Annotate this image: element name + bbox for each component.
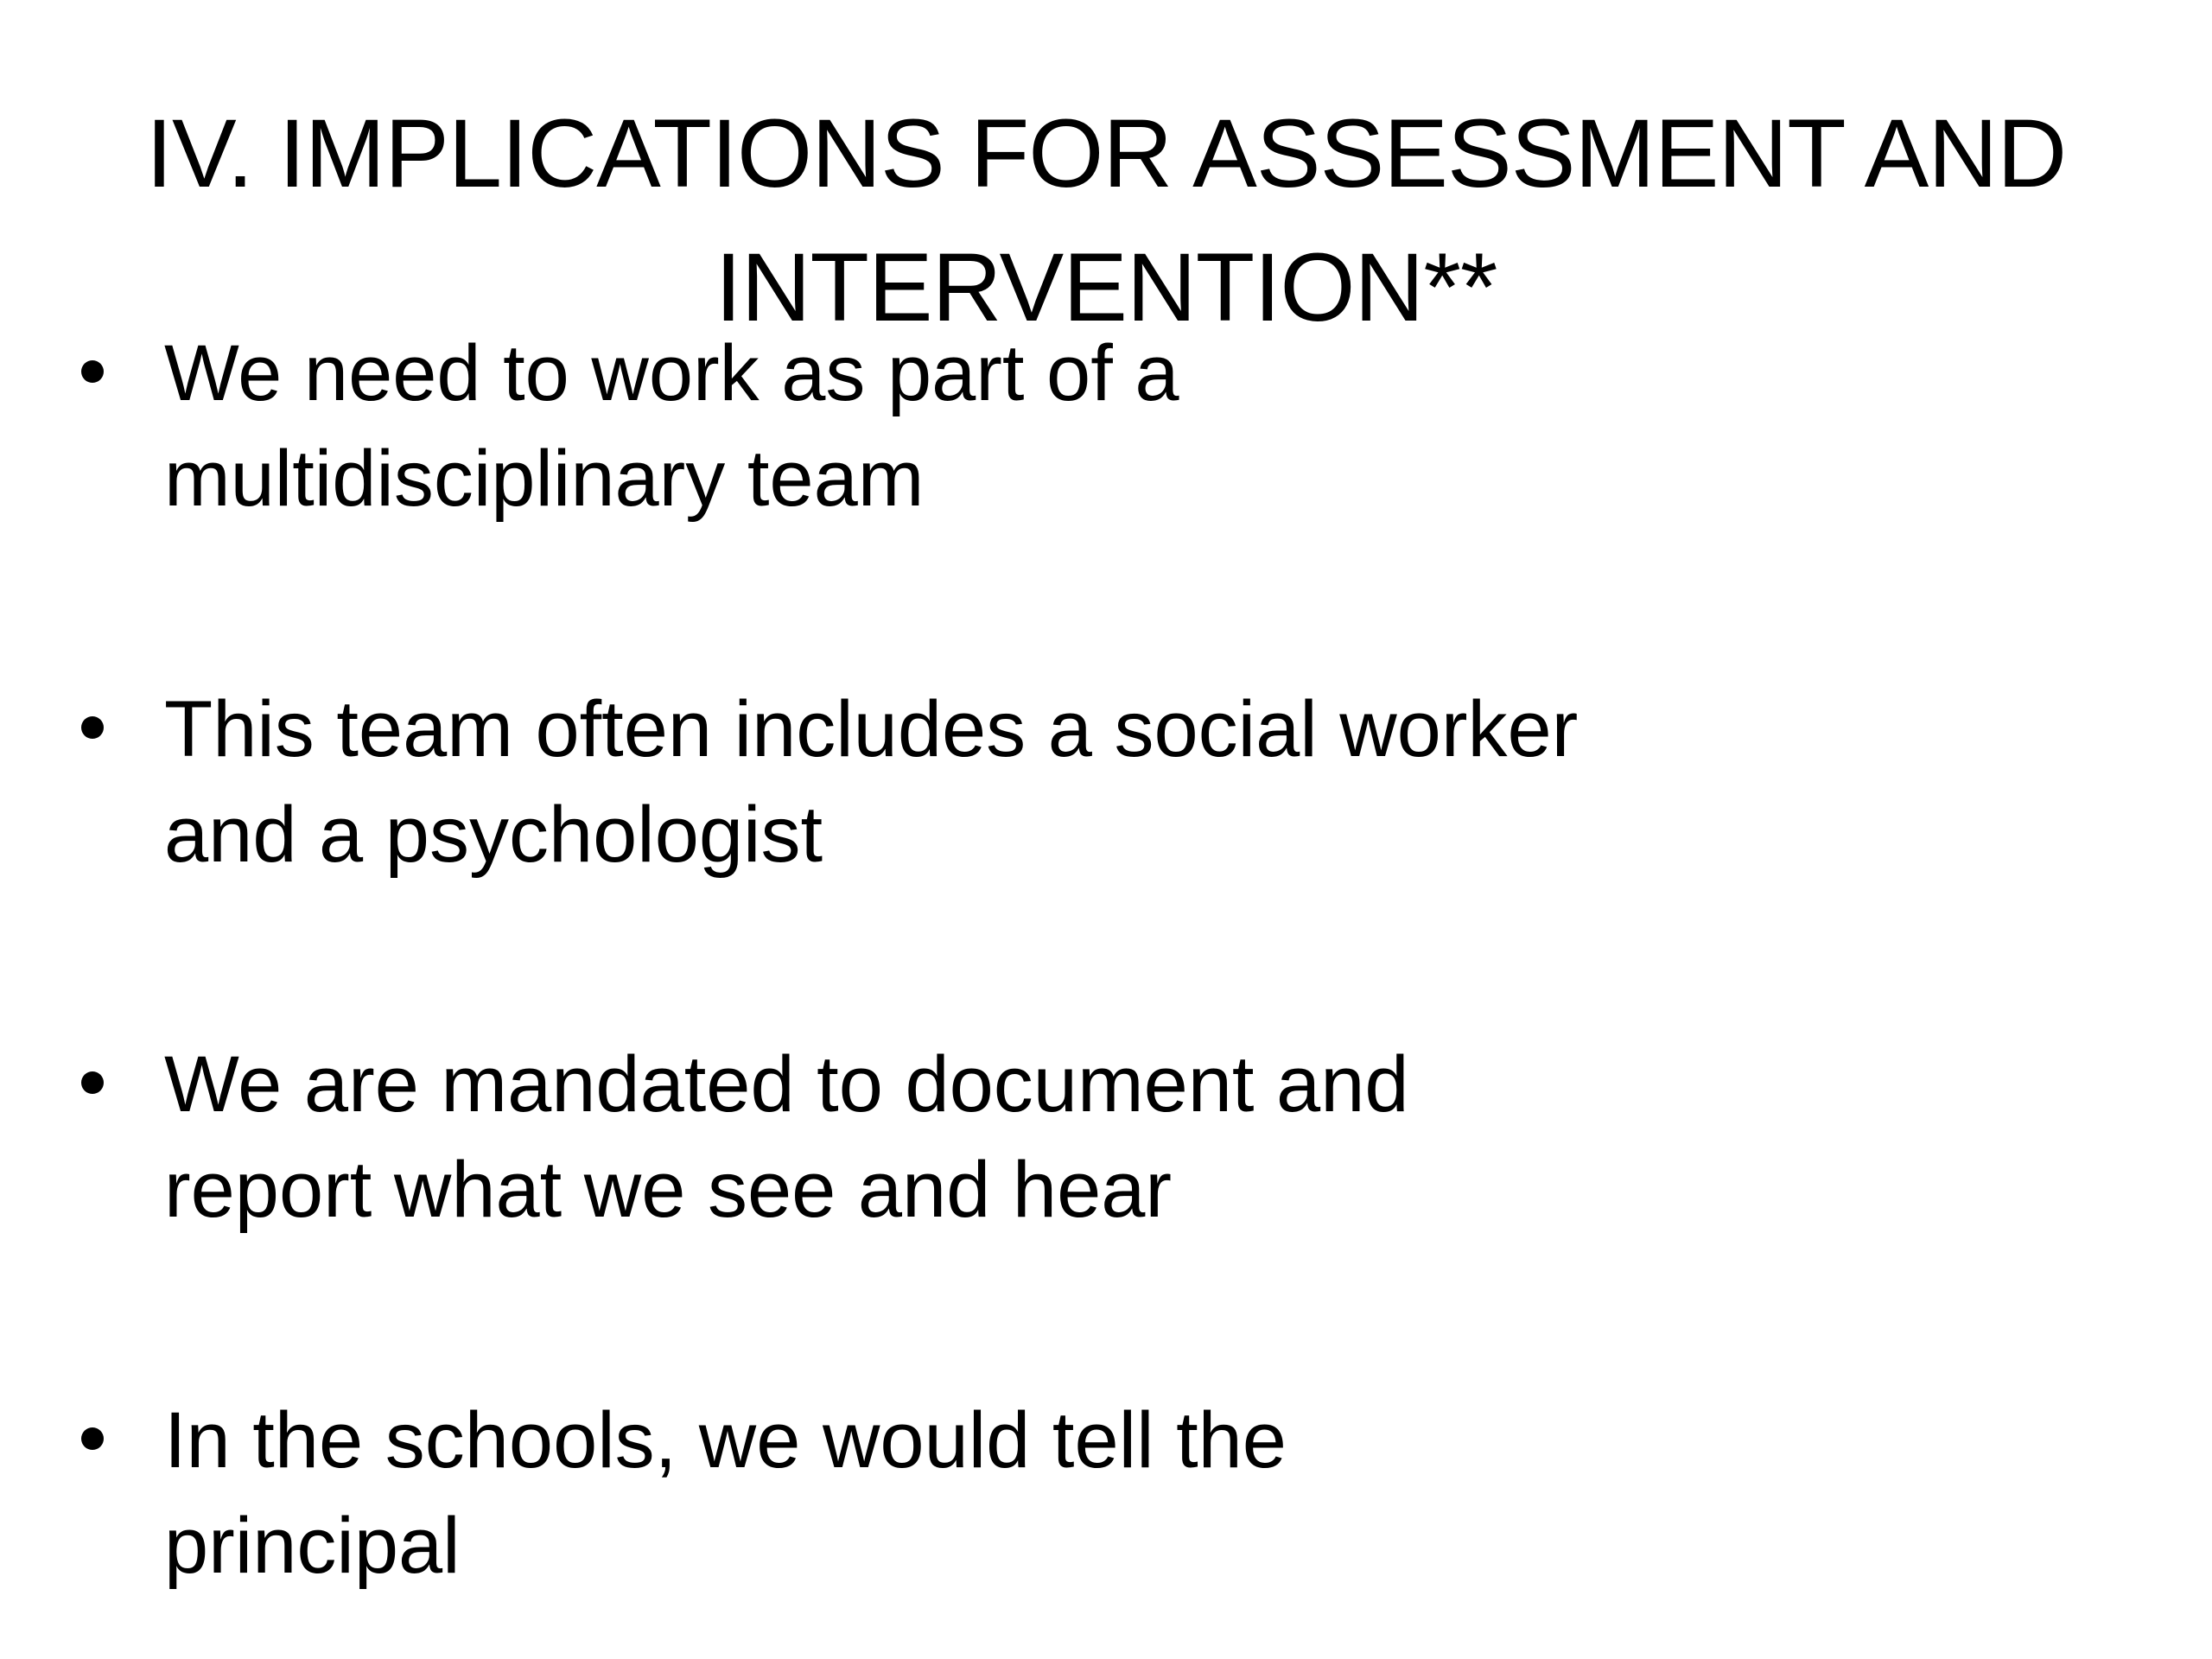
slide-title-line-1: IV. IMPLICATIONS FOR ASSESSMENT AND (145, 99, 2067, 207)
bullet-dot-icon (81, 1071, 104, 1094)
bullet-text (164, 677, 1719, 887)
bullet-dot-icon (81, 360, 104, 383)
bullet-dot-icon (81, 716, 104, 739)
bullet-text-line: In the schools, we would tell the (164, 1396, 1287, 1484)
bullet-text-line: We need to work as part of a (164, 329, 1179, 417)
bullet-text (164, 1032, 1719, 1243)
bullet-dot-icon (81, 1427, 104, 1450)
bullet-text (164, 1388, 1719, 1599)
bullet-text-line: principal (164, 1502, 461, 1590)
slide-title-line-2: INTERVENTION** (715, 233, 1497, 341)
bullet-text-line: We are mandated to document and (164, 1040, 1409, 1128)
bullet-text-line: This team often includes a social worker (164, 685, 1579, 773)
bullet-text-line: and a psychologist (164, 791, 823, 879)
bullet-text (164, 321, 1719, 531)
bullet-text-line: report what we see and hear (164, 1146, 1173, 1234)
bullet-text-line: multidisciplinary team (164, 435, 925, 523)
